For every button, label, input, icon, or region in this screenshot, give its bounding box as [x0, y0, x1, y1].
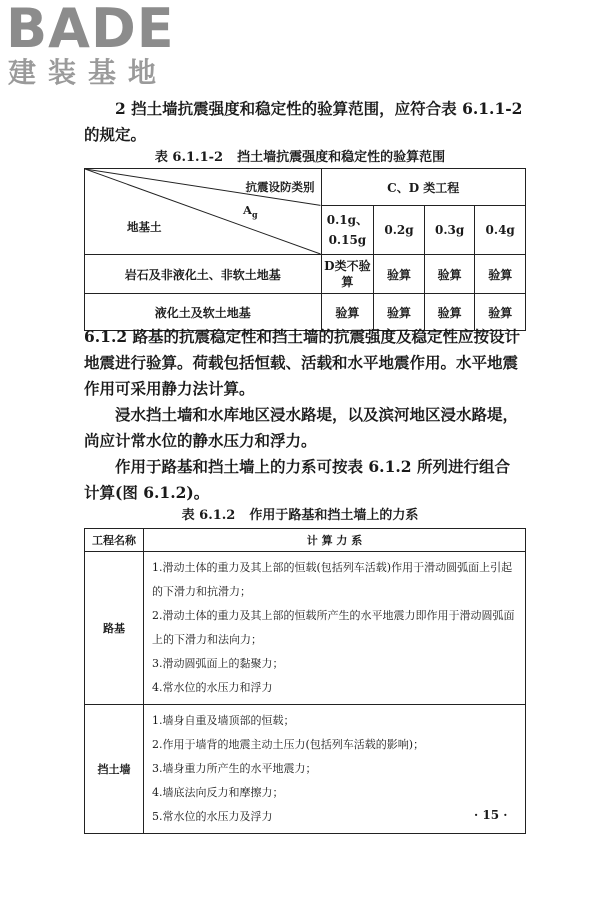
ag-value-2: 0.2g [374, 206, 425, 255]
table-cell: 验算 [424, 255, 475, 294]
list-item: 4.墙底法向反力和摩擦力； [152, 786, 284, 799]
table-cell: 验算 [475, 255, 526, 294]
retaining-wall-forces [144, 705, 526, 834]
ag-label: $A_g$ [243, 203, 258, 220]
table1-caption-number: 表 6.1.1-2 [154, 150, 224, 165]
table-row [85, 705, 526, 834]
header-forces: 计 算 力 系 [144, 529, 526, 552]
list-item: 1.墙身自重及墙顶部的恒载； [152, 714, 295, 727]
table-cell: 验算 [374, 294, 425, 331]
table1-caption-title: 挡土墙抗震强度和稳定性的验算范围 [237, 150, 446, 165]
diagonal-header-cell [85, 169, 322, 255]
seismic-class-label: 抗震设防类别 [245, 180, 315, 194]
table2-caption [0, 504, 600, 523]
list-item: 3.滑动圆弧面上的黏聚力； [152, 657, 284, 670]
table-cell: 验算 [321, 294, 374, 331]
row-name-retaining-wall: 挡土墙 [85, 705, 144, 834]
force-combination-paragraph: 作用于路基和挡土墙上的力系可按表 6.1.2 所列进行组合计算(图 6.1.2)。 [84, 457, 510, 502]
force-system-table [84, 528, 526, 834]
ag-value-1: 0.1g、0.15g [321, 206, 374, 255]
table-cell: D类不验算 [321, 255, 374, 294]
table-row [85, 255, 526, 294]
intro-paragraph: 2 挡土墙抗震强度和稳定性的验算范围，应符合表 6.1.1-2 的规定。 [84, 99, 523, 144]
table2-caption-number: 表 6.1.2 [181, 508, 236, 523]
list-item: 2.作用于墙背的地震主动土压力(包括列车活载的影响)； [152, 738, 425, 751]
brand-logo [6, 2, 206, 98]
section-6-1-2-paragraph: 6.1.2 路基的抗震稳定性和挡土墙的抗震强度及稳定性应按设计地震进行验算。荷载包括恒载、活载和水平地震作用。水平地震作用可采用静力法计算。 [84, 327, 521, 398]
row-name-subgrade: 路基 [85, 552, 144, 705]
table1-caption [0, 146, 600, 165]
table-row [85, 552, 526, 705]
row-label: 岩石及非液化土、非软土地基 [85, 255, 322, 294]
list-item: 3.墙身重力所产生的水平地震力； [152, 762, 317, 775]
header-project-name: 工程名称 [85, 529, 144, 552]
list-item: 5.常水位的水压力及浮力 [152, 810, 273, 823]
row-label: 液化土及软土地基 [85, 294, 322, 331]
table-cell: 验算 [424, 294, 475, 331]
logo-wordmark: BADE [6, 0, 175, 60]
submerged-wall-paragraph: 浸水挡土墙和水库地区浸水路堤，以及滨河地区浸水路堤，尚应计常水位的静水压力和浮力。 [84, 405, 519, 450]
table-cell: 验算 [475, 294, 526, 331]
list-item: 4.常水位的水压力和浮力 [152, 681, 273, 694]
foundation-soil-label: 地基土 [127, 220, 162, 234]
ag-value-4: 0.4g [475, 206, 526, 255]
table-cell: 验算 [374, 255, 425, 294]
list-item: 1.滑动土体的重力及其上部的恒载(包括列车活载)作用于滑动圆弧面上引起的下滑力和抗滑力； [152, 561, 513, 598]
class-header: C、D 类工程 [321, 169, 526, 206]
page-number: · 15 · [474, 808, 508, 822]
table2-caption-title: 作用于路基和挡土墙上的力系 [249, 508, 419, 523]
logo-subtitle: 建装基地 [8, 56, 169, 89]
subgrade-forces [144, 552, 526, 705]
list-item: 2.滑动土体的重力及其上部的恒载所产生的水平地震力即作用于滑动圆弧面上的下滑力和法向力； [152, 609, 515, 646]
verification-scope-table [84, 168, 526, 331]
ag-value-3: 0.3g [424, 206, 475, 255]
